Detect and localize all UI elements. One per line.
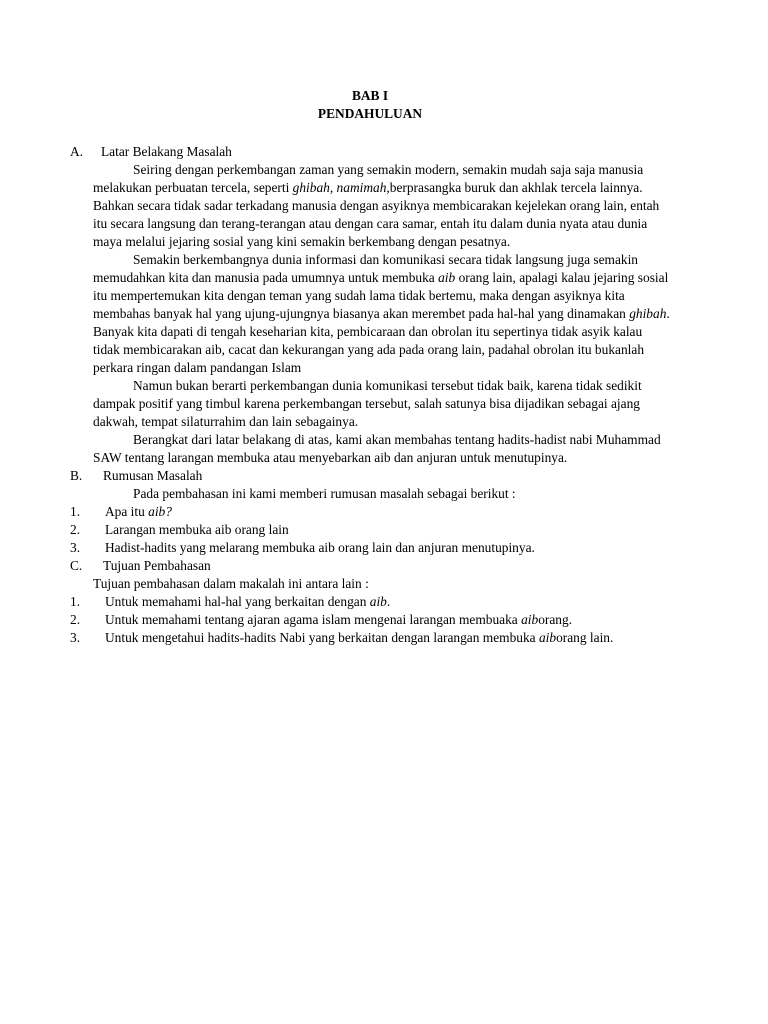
list-number: 2. [70, 612, 81, 627]
list-number: 3. [70, 540, 81, 555]
paragraph-2-text-b: orang lain, apalagi kalau jejaring sosial itu mempertemukan kita dengan teman yang sudah lama tidak bertemu, maka dengan asyiknya kita membahas banyak hal yang ujung-ujungnya biasanya akan merembet pada hal-hal yang dinamakan [93, 270, 669, 321]
paragraph-2-italic-a: aib [438, 270, 456, 285]
list-text-italic: aib [369, 594, 387, 609]
section-b-mark: B. [70, 468, 83, 483]
section-a-title: Latar Belakang Masalah [101, 144, 232, 159]
section-c-intro: Tujuan pembahasan dalam makalah ini antara lain : [93, 576, 369, 591]
section-c-heading [70, 557, 670, 575]
list-item [70, 503, 670, 521]
paragraph-3: Namun bukan berarti perkembangan dunia komunikasi tersebut tidak baik, karena tidak sedikit dampak positif yang timbul karena perkembangan tersebut, salah satunya bisa dijadikan sebagai ajang dakwah, tempat silaturrahim dan lain sebagainya. [93, 378, 642, 429]
list-text-italic: aib? [148, 504, 172, 519]
list-text [105, 611, 670, 629]
list-text-plain: Hadist-hadits yang melarang membuka aib orang lain dan anjuran menutupinya. [105, 540, 535, 555]
paragraph-2-text-c: . Banyak kita dapati di tengah keseharian kita, pembicaraan dan obrolan itu sepertinya tidak asyik kalau tidak membicarakan aib, cacat dan kekurangan yang ada pada orang lain, padahal obrolan itu bukanlah perkara ringan dalam pandangan Islam [93, 306, 670, 375]
list-item [70, 539, 670, 557]
list-text-tail: orang lain. [556, 630, 614, 645]
section-c-mark: C. [70, 558, 83, 573]
paragraph-1-text-b: ,berprasangka buruk dan akhlak tercela lainnya. Bahkan secara tidak sadar terkadang manusia dengan asyiknya membicarakan kejelekan orang lain, entah itu secara langsung dan terang-terangan atau dengan cara samar, entah itu dalam dunia nyata atau dunia maya melalui jejaring sosial yang kini semakin berkembang dengan pesatnya. [93, 180, 660, 249]
list-text-tail: . [386, 594, 391, 609]
list-text-plain: Larangan membuka aib orang lain [105, 522, 289, 537]
list-text-plain: Untuk memahami hal-hal yang berkaitan dengan [105, 594, 370, 609]
list-text-italic: aib [538, 630, 557, 645]
list-text [93, 629, 670, 647]
section-b-intro: Pada pembahasan ini kami memberi rumusan masalah sebagai berikut : [133, 486, 516, 501]
section-a-heading [70, 143, 670, 161]
paragraph-2-italic-b: ghibah [629, 306, 667, 321]
paragraph-2 [93, 251, 670, 377]
list-text [105, 593, 670, 611]
paragraph-1 [93, 161, 670, 251]
section-c-title: Tujuan Pembahasan [103, 558, 211, 573]
paragraph-2-text-a: Semakin berkembangnya dunia informasi dan komunikasi secara tidak langsung juga semakin memudahkan kita dan manusia pada umumnya untuk membuka [93, 252, 638, 285]
section-b-title: Rumusan Masalah [103, 468, 203, 483]
list-item [70, 611, 670, 629]
list-text-tail: orang. [538, 612, 573, 627]
list-item [70, 593, 670, 611]
paragraph-4: Berangkat dari latar belakang di atas, kami akan membahas tentang hadits-hadist nabi Muhammad SAW tentang larangan membuka atau menyebarkan aib dan anjuran untuk menutupinya. [93, 432, 661, 465]
list-text [105, 503, 670, 521]
paragraph-1-italic: ghibah, namimah [292, 180, 387, 195]
list-text [105, 539, 670, 557]
list-text [105, 521, 670, 539]
list-number: 1. [70, 594, 81, 609]
paragraph-1-text-a: Seiring dengan perkembangan zaman yang semakin modern, semakin mudah saja saja manusia melakukan perbuatan tercela, seperti [93, 162, 644, 195]
list-text-plain: Untuk mengetahui hadits-hadits Nabi yang berkaitan dengan larangan membuka [105, 630, 539, 645]
section-a-mark: A. [70, 144, 84, 159]
chapter-title: PENDAHULUAN [317, 106, 423, 121]
list-number: 1. [70, 504, 81, 519]
chapter-number: BAB I [351, 88, 389, 103]
list-text-plain: Apa itu [105, 504, 149, 519]
list-number: 2. [70, 522, 81, 537]
list-item [70, 521, 670, 539]
list-item [70, 629, 670, 647]
section-b-heading [70, 467, 670, 485]
list-text-plain: Untuk memahami tentang ajaran agama islam mengenai larangan membuaka [105, 612, 522, 627]
list-number: 3. [70, 630, 81, 645]
list-text-italic: aib [521, 612, 539, 627]
document-body [70, 87, 670, 647]
